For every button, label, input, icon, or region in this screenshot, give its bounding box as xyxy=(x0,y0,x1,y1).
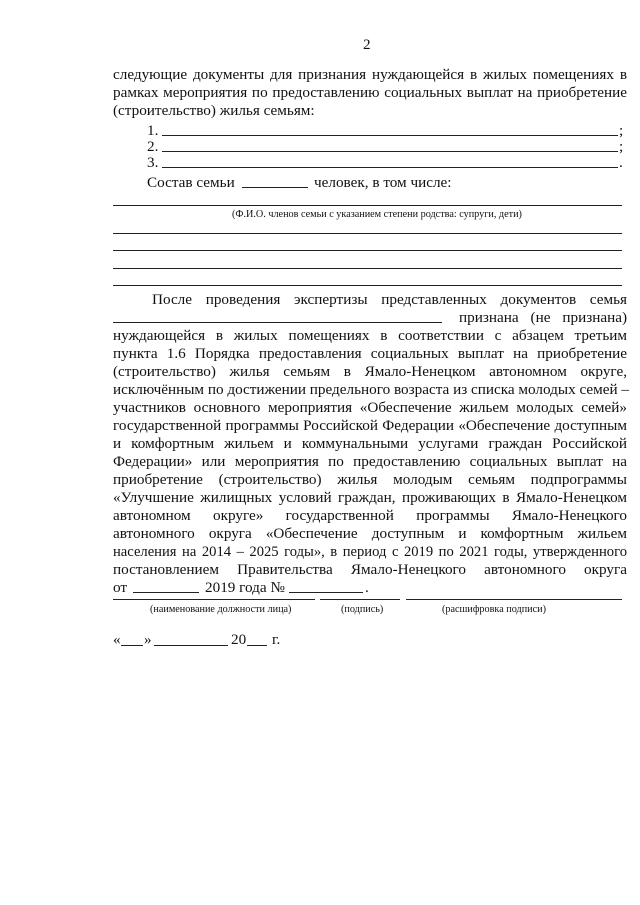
conclusion-line-2: признана (не признана) xyxy=(459,309,627,326)
position-field[interactable] xyxy=(113,599,315,600)
conclusion-line-13: автономном округе» государственной программы Ямало-Ненецкого xyxy=(113,507,627,524)
decree-number-field[interactable] xyxy=(289,592,363,593)
family-caption: (Ф.И.О. членов семьи с указанием степени родства: супруги, дети) xyxy=(232,209,522,220)
intro-line-1: следующие документы для признания нуждающейся в жилых помещениях в xyxy=(113,66,627,83)
family-count-field[interactable] xyxy=(242,187,308,188)
date-year-suffix: г. xyxy=(272,631,281,648)
decree-year-label: 2019 года № xyxy=(205,579,285,596)
doc-item-number: 1. xyxy=(147,122,159,139)
decode-caption: (расшифровка подписи) xyxy=(442,604,546,615)
conclusion-line-11: приобретение (строительство) жилья молодым семьям подпрограммы xyxy=(113,471,627,488)
page-number: 2 xyxy=(363,36,371,53)
doc-item-number: 2. xyxy=(147,138,159,155)
doc-item-line[interactable] xyxy=(162,135,618,136)
family-label: Состав семьи xyxy=(147,174,235,191)
conclusion-line-3: нуждающейся в жилых помещениях в соответствии с абзацем третьим xyxy=(113,327,627,344)
date-century: 20 xyxy=(231,631,247,648)
doc-item-end: ; xyxy=(619,138,624,155)
conclusion-line-1: После проведения экспертизы представленных документов семья xyxy=(152,291,627,308)
family-suffix: человек, в том числе: xyxy=(314,174,452,191)
conclusion-line-14: автономного округа «Обеспечение доступным и комфортным жильем xyxy=(113,525,627,542)
date-month-field[interactable] xyxy=(154,645,228,646)
conclusion-line-10: Федерации» или мероприятия по предоставлению социальных выплат на xyxy=(113,453,627,470)
doc-item-line[interactable] xyxy=(162,167,618,168)
doc-item-number: 3. xyxy=(147,154,159,171)
intro-line-2: рамках мероприятия по предоставлению социальных выплат на приобретение xyxy=(113,84,627,101)
family-members-line[interactable] xyxy=(113,285,622,286)
family-members-line[interactable] xyxy=(113,233,622,234)
family-name-field[interactable] xyxy=(113,322,442,323)
signature-field[interactable] xyxy=(320,599,400,600)
conclusion-line-6: исключённым по достижении предельного возраста из списка молодых семей – xyxy=(113,381,630,398)
conclusion-line-8: государственной программы Российской Федерации «Обеспечение доступным xyxy=(113,417,627,434)
family-members-line[interactable] xyxy=(113,205,622,206)
date-close-quote: » xyxy=(144,631,152,648)
date-open-quote: « xyxy=(113,631,121,648)
conclusion-line-5: (строительство) жилья семьям в Ямало-Ненецком автономном округе, xyxy=(113,363,627,380)
date-year-field[interactable] xyxy=(247,645,267,646)
doc-item-end: ; xyxy=(619,122,624,139)
decree-end: . xyxy=(365,579,369,596)
family-members-line[interactable] xyxy=(113,250,622,251)
doc-item-end: . xyxy=(619,154,623,171)
date-day-field[interactable] xyxy=(121,645,143,646)
conclusion-line-7: участников основного мероприятия «Обеспечение жильем молодых семей» xyxy=(113,399,627,416)
conclusion-line-4: пункта 1.6 Порядка предоставления социальных выплат на приобретение xyxy=(113,345,627,362)
doc-item-line[interactable] xyxy=(162,151,618,152)
family-members-line[interactable] xyxy=(113,268,622,269)
conclusion-line-15: населения на 2014 – 2025 годы», в период с 2019 по 2021 годы, утвержденного xyxy=(113,544,627,560)
conclusion-line-9: и комфортным жильем и коммунальными услугами граждан Российской xyxy=(113,435,627,452)
signature-caption: (подпись) xyxy=(341,604,384,615)
position-caption: (наименование должности лица) xyxy=(150,604,292,615)
decree-from-label: от xyxy=(113,579,128,596)
decree-date-field[interactable] xyxy=(133,592,199,593)
signature-decode-field[interactable] xyxy=(406,599,622,600)
intro-line-3: (строительство) жилья семьям: xyxy=(113,102,315,119)
conclusion-line-12: «Улучшение жилищных условий граждан, проживающих в Ямало-Ненецком xyxy=(113,489,627,506)
conclusion-line-16: постановлением Правительства Ямало-Ненецкого автономного округа xyxy=(113,561,627,578)
